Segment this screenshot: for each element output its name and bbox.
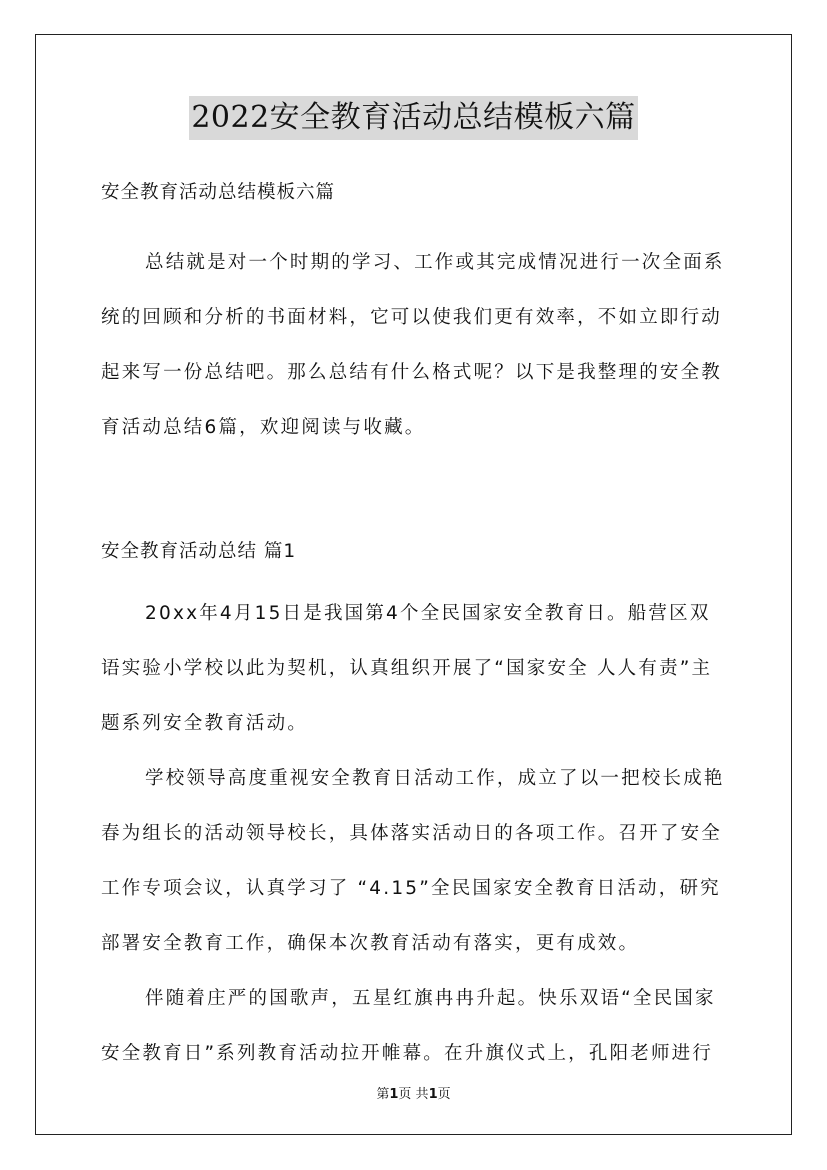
document-body bbox=[101, 170, 728, 1082]
intro-heading: 安全教育活动总结模板六篇 bbox=[101, 181, 336, 203]
paragraph-line: 起来写一份总结吧。那么总结有什么格式呢？以下是我整理的安全教 bbox=[101, 362, 723, 384]
paragraph-line: 工作专项会议，认真学习了 “4.15”全民国家安全教育日活动，研究 bbox=[101, 878, 721, 900]
paragraph-line: 春为组长的活动领导校长，具体落实活动日的各项工作。召开了安全 bbox=[101, 823, 723, 845]
page-label-mid: 页 共 bbox=[398, 1087, 429, 1102]
current-page-number: 1 bbox=[389, 1087, 399, 1102]
page-footer bbox=[0, 1083, 827, 1102]
paragraph-line: 部署安全教育工作，确保本次教育活动有落实，更有成效。 bbox=[101, 933, 640, 955]
intro-paragraph bbox=[101, 236, 728, 456]
paragraph-line: 总结就是对一个时期的学习、工作或其完成情况进行一次全面系 bbox=[145, 252, 725, 274]
section1-paragraph-1 bbox=[101, 587, 728, 752]
paragraph-line: 20xx年4月15日是我国第4个全民国家安全教育日。船营区双 bbox=[145, 603, 711, 625]
section1-paragraph-3 bbox=[101, 972, 728, 1082]
section-heading: 安全教育活动总结 篇1 bbox=[101, 540, 297, 562]
paragraph-line: 学校领导高度重视安全教育日活动工作，成立了以一把校长成艳 bbox=[145, 768, 725, 790]
paragraph-line: 统的回顾和分析的书面材料，它可以使我们更有效率，不如立即行动 bbox=[101, 307, 723, 329]
paragraph-line: 伴随着庄严的国歌声，五星红旗冉冉升起。快乐双语“全民国家 bbox=[145, 988, 716, 1010]
page-label-suffix: 页 bbox=[437, 1087, 451, 1102]
paragraph-line: 题系列安全教育活动。 bbox=[101, 713, 309, 735]
title-container bbox=[0, 96, 827, 140]
section-spacer bbox=[101, 456, 728, 529]
paragraph-line: 语实验小学校以此为契机，认真组织开展了“国家安全 人人有责”主 bbox=[101, 658, 713, 680]
section1-paragraph-2 bbox=[101, 752, 728, 972]
paragraph-line: 育活动总结6篇，欢迎阅读与收藏。 bbox=[101, 417, 426, 439]
paragraph-line: 安全教育日”系列教育活动拉开帷幕。在升旗仪式上，孔阳老师进行 bbox=[101, 1043, 714, 1065]
page-label-prefix: 第 bbox=[376, 1087, 390, 1102]
document-title: 2022安全教育活动总结模板六篇 bbox=[189, 96, 637, 140]
total-pages-number: 1 bbox=[428, 1087, 438, 1102]
